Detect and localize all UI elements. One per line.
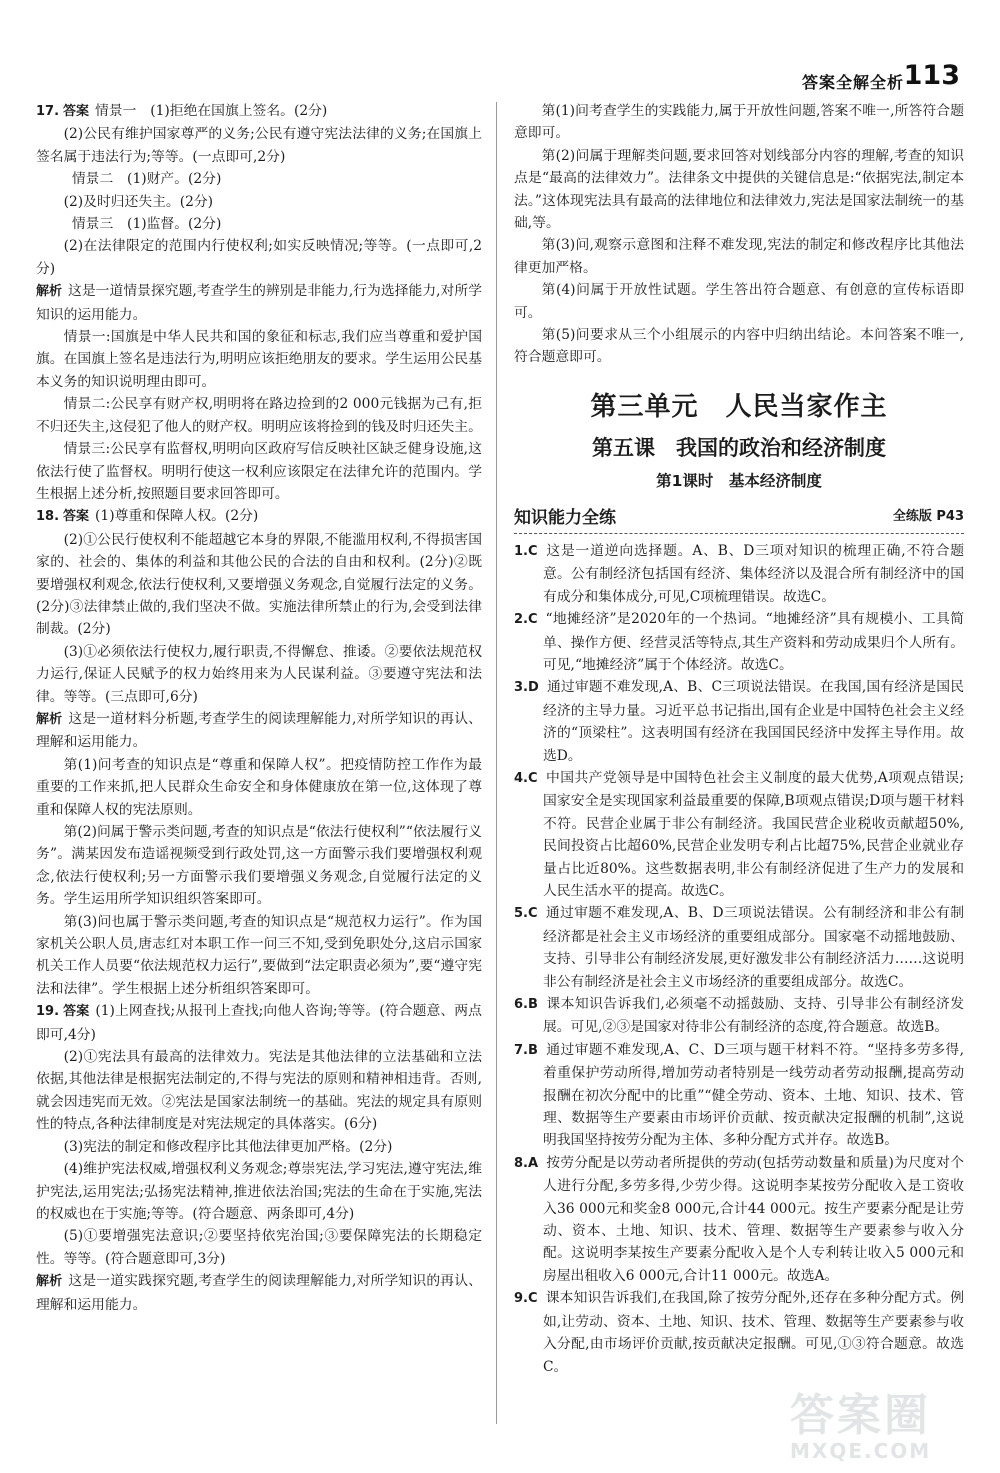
mc-answer-7-text: 通过审题不难发现,A、C、D三项与题干材料不符。“坚持多劳多得,着重保护劳动所得,增加劳动者特别是一线劳动者劳动报酬,提高劳动报酬在初次分配中的比重”“健全劳动、资本、土地、知识、技术、管理、数据等生产要素由市场评价贡献、按贡献决定报酬的机制”,这说明我国坚持按劳分配为主体、多种分配方式并存。故选B。 <box>542 1041 964 1149</box>
page-number: 113 <box>903 60 960 91</box>
mc-answer-9 <box>514 1287 964 1378</box>
q17-analysis-para-2: 情景一:国旗是中华人民共和国的象征和标志,我们应当尊重和爱护国旗。在国旗上签名是违法行为,明明应该拒绝朋友的要求。学生运用公民基本义务的知识说明理由即可。 <box>36 329 482 390</box>
mc-answer-6-key: 6.B <box>514 997 538 1012</box>
mc-answer-1 <box>514 540 964 608</box>
section-bar <box>514 503 964 534</box>
q19-analysis-intro <box>36 1270 482 1316</box>
mc-answer-2-text: “地摊经济”是2020年的一个热词。“地摊经济”具有规模小、工具简单、操作方便、经营灵活等特点,其生产资料和劳动成果归个人所有。可见,“地摊经济”属于个体经济。故选C。 <box>542 611 964 673</box>
mc-answer-2-key: 2.C <box>514 612 538 628</box>
q17-analysis-label: 解析 <box>36 284 63 300</box>
q18-analysis-text: 这是一道材料分析题,考查学生的阅读理解能力,对所学知识的再认、理解和运用能力。 <box>36 710 482 751</box>
mc-answer-4-text: 中国共产党领导是中国特色社会主义制度的最大优势,A项观点错误;国家安全是实现国家利益最重要的保障,B项观点错误;D项与题干材料不符。民营企业属于非公有制经济。我国民营企业税收贡献超50%,民间投资占比超60%,民营企业发明专利占比超75%,民营企业就业存量占比近80%。这些数据表明,非公有制经济促进了生产力的发展和人民生活水平的提高。故选C。 <box>542 769 964 899</box>
q17-answer-label: 答案 <box>63 104 90 119</box>
q19-answer-line-2: (2)①宪法具有最高的法律效力。宪法是其他法律的立法基础和立法依据,其他法律是根据宪法制定的,不得与宪法的原则和精神相违背。否则,就会因违宪而无效。②宪法是国家法制统一的基础。宪法的规定具有原则性的特点,各种法律制度是对宪法规定的具体落实。(6分) <box>36 1049 482 1133</box>
site-watermark <box>790 1392 990 1464</box>
mc-answer-4-key: 4.C <box>514 770 538 786</box>
q17-answer-text: 情景一 (1)拒绝在国旗上签名。(2分) <box>95 103 328 119</box>
mc-answer-8-key: 8.A <box>514 1155 539 1171</box>
q19-answer-text: (1)上网查找;从报刊上查找;向他人咨询;等等。(符合题意、两点即可,4分) <box>36 1003 482 1043</box>
watermark-logo: 答案圈 <box>790 1390 931 1441</box>
q18-number: 18. <box>36 509 60 525</box>
mc-answer-7-key: 7.B <box>514 1042 538 1058</box>
q19-continued-para-1: 第(1)问考查学生的实践能力,属于开放性问题,答案不唯一,所答符合题意即可。 <box>514 103 964 142</box>
mc-answer-2 <box>514 608 964 676</box>
mc-answer-3-key: 3.D <box>514 680 539 696</box>
page-header <box>0 0 1000 96</box>
q19-analysis-label: 解析 <box>36 1274 63 1290</box>
period-title: 第1课时 基本经济制度 <box>656 471 822 490</box>
mc-answer-9-key: 9.C <box>514 1291 538 1307</box>
mc-answer-6-text: 课本知识告诉我们,必须毫不动摇鼓励、支持、引导非公有制经济发展。可见,②③是国家对待非公有制经济的态度,符合题意。故选B。 <box>542 996 964 1036</box>
q19-continued-para-2: 第(2)问属于理解类问题,要求回答对划线部分内容的理解,考查的知识点是“最高的法律效力”。法律条文中提供的关键信息是:“依据宪法,制定本法。”这体现宪法具有最高的法律地位和法律效力,宪法是国家法制统一的基础,等。 <box>514 147 964 232</box>
q19-answer-line-5: (5)①要增强宪法意识;②要坚持依宪治国;③要保障宪法的长期稳定性。等等。(符合题意即可,3分) <box>36 1228 482 1267</box>
q17-number: 17. <box>36 104 60 119</box>
q18-answer-line-2: (2)①公民行使权利不能超越它本身的界限,不能滥用权利,不得损害国家的、社会的、集体的利益和其他公民的合法的自由和权利。(2分)②既要增强权利观念,依法行使权利,又要增强义务观念,自觉履行法定的义务。(2分)③法律禁止做的,我们坚决不做。实施法律所禁止的行为,会受到法律制裁。(2分) <box>36 531 482 638</box>
q17-answer-line-2: (2)公民有维护国家尊严的义务;公民有遵守宪法法律的义务;在国旗上签名属于违法行为;等等。(一点即可,2分) <box>36 126 482 165</box>
q18-analysis-label: 解析 <box>36 711 63 727</box>
q18-answer-line-3: (3)①必须依法行使权力,履行职责,不得懈怠、推诿。②要依法规范权力运行,保证人民赋予的权力始终用来为人民谋利益。③要遵守宪法和法律。等等。(三点即可,6分) <box>36 643 482 705</box>
q18-analysis-para-3: 第(2)问属于警示类问题,考查的知识点是“依法行使权利”“依法履行义务”。满某因发布造谣视频受到行政处罚,这一方面警示我们要增强权利观念,依法行使权利;另一方面警示我们要增强义务观念,自觉履行法定的义务。学生运用所学知识组织答案即可。 <box>36 824 482 908</box>
q19-answer-line-4: (4)维护宪法权威,增强权利义务观念;尊崇宪法,学习宪法,遵守宪法,维护宪法,运用宪法;弘扬宪法精神,推进依法治国;宪法的生命在于实施,宪法的权威也在于实施;等等。(符合题意、两条即可,4分) <box>36 1161 482 1222</box>
mc-answer-9-text: 课本知识告诉我们,在我国,除了按劳分配外,还存在多种分配方式。例如,让劳动、资本、土地、知识、技术、管理、数据等生产要素参与收入分配,由市场评价贡献,按贡献决定报酬。可见,①③符合题意。故选C。 <box>542 1290 964 1375</box>
column-divider <box>496 102 497 1424</box>
q17-answer-line-4: (2)及时归还失主。(2分) <box>63 193 214 210</box>
header-label: 答案全解全析 <box>801 73 904 92</box>
q17-analysis-para-4: 情景三:公民享有监督权,明明向区政府写信反映社区缺乏健身设施,这依法行使了监督权。明明行使这一权利应该限定在法律允许的范围内。学生根据上述分析,按照题目要求回答即可。 <box>36 441 482 502</box>
watermark-url: MXQE.COM <box>790 1439 932 1463</box>
q19-analysis-text: 这是一道实践探究题,考查学生的阅读理解能力,对所学知识的再认、理解和运用能力。 <box>36 1273 482 1313</box>
unit-heading-block <box>514 387 964 495</box>
right-column <box>514 100 964 1378</box>
mc-answer-4 <box>514 767 964 902</box>
q17-analysis-intro <box>36 280 482 326</box>
q18-answer-label: 答案 <box>63 509 90 525</box>
q17-analysis-text: 这是一道情景探究题,考查学生的辨别是非能力,行为选择能力,对所学知识的运用能力。 <box>36 283 482 323</box>
q19-answer-label: 答案 <box>63 1004 90 1020</box>
q18-analysis-para-2: 第(1)问考查的知识点是“尊重和保障人权”。把疫情防控工作作为最重要的工作来抓,把人民群众生命安全和身体健康放在第一位,这体现了尊重和保障人权的宪法原则。 <box>36 756 482 818</box>
section-title: 知识能力全练 <box>514 508 616 529</box>
mc-answer-8 <box>514 1152 964 1287</box>
lesson-title: 第五课 我国的政治和经济制度 <box>592 435 886 460</box>
mc-answer-6 <box>514 993 964 1039</box>
mc-answer-3-text: 通过审题不难发现,A、B、C三项说法错误。在我国,国有经济是国民经济的主导力量。习近平总书记指出,国有企业是中国特色社会主义经济的“顶梁柱”。这表明国有经济在我国国民经济中发挥主导作用。故选D。 <box>542 679 964 764</box>
q17-answer-line-3: 情景二 (1)财产。(2分) <box>71 171 222 188</box>
q19-continued-para-3: 第(3)问,观察示意图和注释不难发现,宪法的制定和修改程序比其他法律更加严格。 <box>514 237 964 276</box>
q19-answer-line-1 <box>36 1000 482 1046</box>
q18-analysis-intro <box>36 708 482 754</box>
mc-answer-8-text: 按劳分配是以劳动者所提供的劳动(包括劳动数量和质量)为尺度对个人进行分配,多劳多得,少劳少得。这说明李某按劳分配收入是工资收入36 000元和奖金8 000元,合计44 000元。按生产要素分配是让劳动、资本、土地、知识、技术、管理、数据等生产要素参与收入分配。这说明李某按生产要素分配收入是个人专利转让收入5 000元和房屋出租收入6 000元,合计11 000元。故选A。 <box>542 1154 964 1284</box>
q18-analysis-para-4: 第(3)问也属于警示类问题,考查的知识点是“规范权力运行”。作为国家机关公职人员,唐志红对本职工作一问三不知,受到免职处分,这启示国家机关工作人员要“依法规范权力运行”,要做到“法定职责必须为”,要“遵守宪法和法律”。学生根据上述分析组织答案即可。 <box>36 913 482 997</box>
mc-answer-1-text: 这是一道逆向选择题。A、B、D三项对知识的梳理正确,不符合题意。公有制经济包括国有经济、集体经济以及混合所有制经济中的国有成分和集体成分,可见,C项梳理错误。故选C。 <box>542 542 964 605</box>
mc-answer-3 <box>514 676 964 767</box>
q17-answer-line-6: (2)在法律限定的范围内行使权利;如实反映情况;等等。(一点即可,2分) <box>36 238 482 277</box>
q17-answer-line-5: 情景三 (1)监督。(2分) <box>71 216 222 233</box>
mc-answer-5 <box>514 902 964 993</box>
q19-continued-para-5: 第(5)问要求从三个小组展示的内容中归纳出结论。本问答案不唯一,符合题意即可。 <box>514 327 964 366</box>
mc-answer-7 <box>514 1039 964 1152</box>
mc-answer-1-key: 1.C <box>514 543 538 559</box>
q17-answer-line-1 <box>36 100 482 123</box>
q19-answer-line-3: (3)宪法的制定和修改程序比其他法律更加严格。(2分) <box>63 1138 393 1155</box>
q19-continued-para-4: 第(4)问属于开放性试题。学生答出符合题意、有创意的宣传标语即可。 <box>514 282 964 321</box>
q19-number: 19. <box>36 1004 60 1020</box>
unit-title: 第三单元 人民当家作主 <box>590 391 888 422</box>
mc-answer-5-key: 5.C <box>514 906 538 922</box>
q17-analysis-para-3: 情景二:公民享有财产权,明明将在路边捡到的2 000元钱据为己有,拒不归还失主,这侵犯了他人的财产权。明明应该将捡到的钱及时归还失主。 <box>36 396 482 435</box>
q18-answer-line-1 <box>36 505 482 528</box>
mc-answer-5-text: 通过审题不难发现,A、B、D三项说法错误。公有制经济和非公有制经济都是社会主义市场经济的重要组成部分。国家毫不动摇地鼓励、支持、引导非公有制经济发展,更好激发非公有制经济活力……这说明非公有制经济是社会主义市场经济的重要组成部分。故选C。 <box>542 905 964 990</box>
section-page-ref: 全练版 P43 <box>892 509 964 525</box>
left-column <box>36 100 482 1316</box>
q18-answer-text: (1)尊重和保障人权。(2分) <box>95 508 259 525</box>
